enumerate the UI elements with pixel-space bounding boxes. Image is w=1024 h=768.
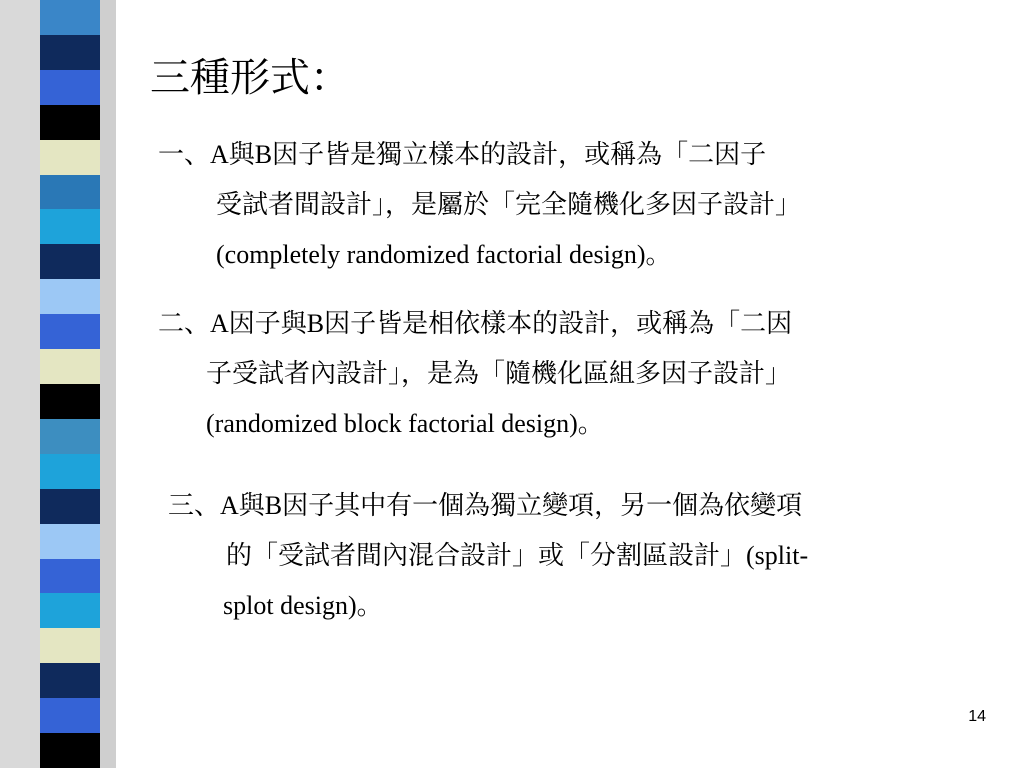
list-item-line: 一、A與B因子皆是獨立樣本的設計，或稱為「二因子 — [158, 140, 767, 169]
decorative-stripe — [40, 279, 100, 314]
decorative-stripe — [40, 733, 100, 768]
list-item-line: 子受試者內設計」，是為「隨機化區組多因子設計」 — [206, 359, 792, 388]
list-item-line: (randomized block factorial design)。 — [206, 409, 604, 438]
decorative-stripe — [40, 593, 100, 628]
list-item — [158, 130, 801, 280]
decorative-stripe — [40, 35, 100, 70]
slide-title: 三種形式： — [150, 55, 350, 100]
list-item-line: splot design)。 — [223, 591, 383, 620]
list-item-line: (completely randomized factorial design)。 — [216, 240, 672, 269]
decorative-band — [0, 0, 40, 768]
decorative-stripe — [40, 70, 100, 105]
decorative-stripe — [40, 454, 100, 489]
decorative-stripe — [40, 105, 100, 140]
decorative-stripe-column — [40, 0, 100, 768]
page-number: 14 — [968, 708, 986, 725]
decorative-stripe — [40, 384, 100, 419]
decorative-stripe — [40, 244, 100, 279]
decorative-stripe — [40, 314, 100, 349]
decorative-stripe — [40, 698, 100, 733]
list-item-line: 的「受試者間內混合設計」或「分割區設計」(split- — [226, 541, 809, 570]
list-item — [158, 299, 792, 449]
decorative-stripe — [40, 419, 100, 454]
decorative-stripe — [40, 628, 100, 663]
decorative-band-shadow — [100, 0, 116, 768]
decorative-stripe — [40, 663, 100, 698]
decorative-stripe — [40, 559, 100, 594]
decorative-stripe — [40, 524, 100, 559]
decorative-stripe — [40, 140, 100, 175]
list-item-line: 二、A因子與B因子皆是相依樣本的設計，或稱為「二因 — [158, 309, 793, 338]
decorative-stripe — [40, 0, 100, 35]
list-item-line: 三、A與B因子其中有一個為獨立變項，另一個為依變項 — [168, 491, 803, 520]
decorative-stripe — [40, 209, 100, 244]
list-item-line: 受試者間設計」，是屬於「完全隨機化多因子設計」 — [216, 190, 802, 219]
decorative-stripe — [40, 349, 100, 384]
decorative-stripe — [40, 489, 100, 524]
decorative-stripe — [40, 175, 100, 210]
list-item — [168, 481, 808, 631]
